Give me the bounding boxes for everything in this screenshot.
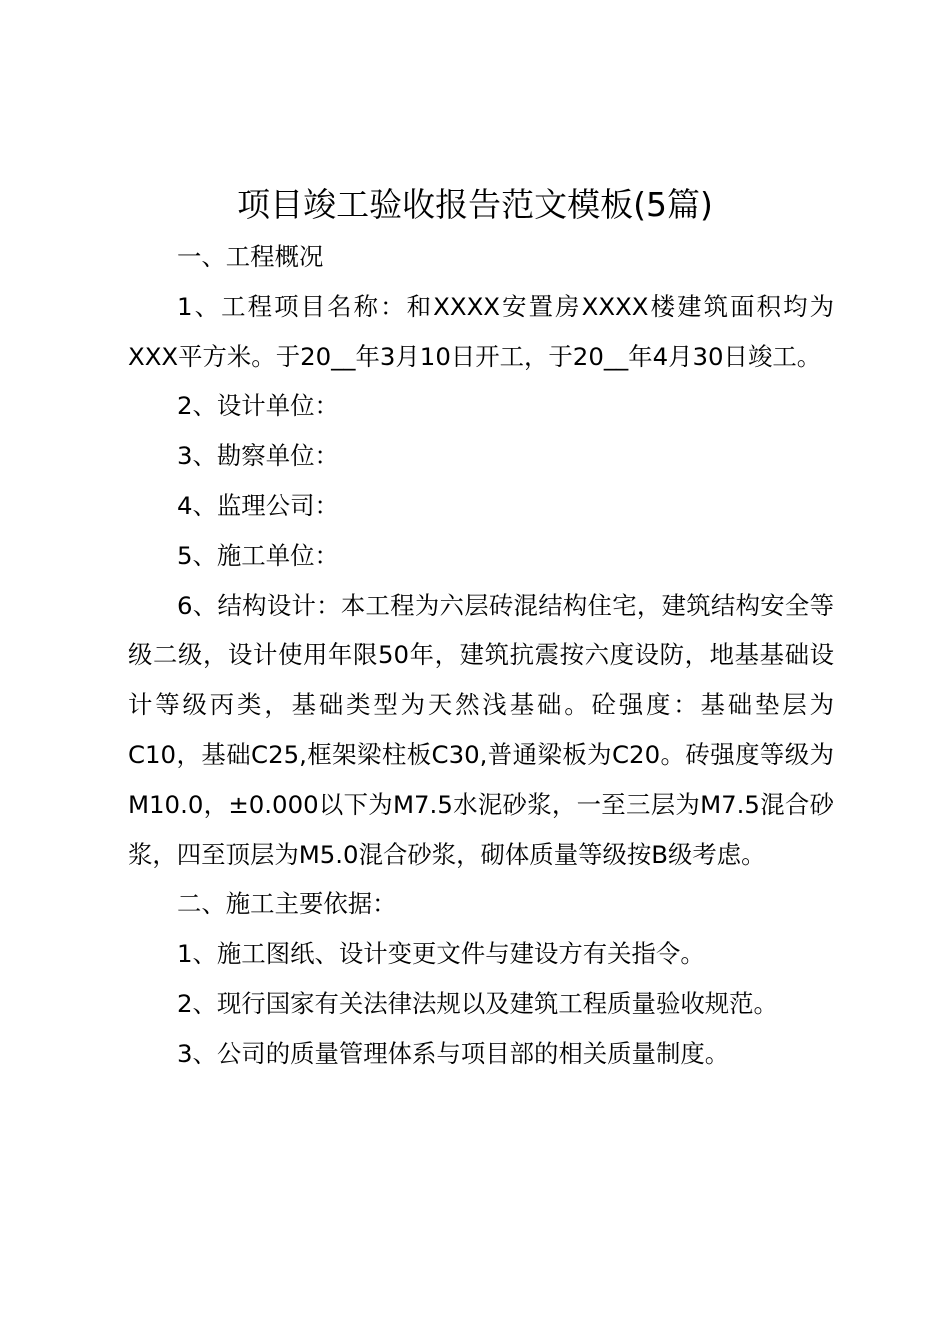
paragraph-basis-quality-system: 3、公司的质量管理体系与项目部的相关质量制度。 — [177, 1038, 730, 1068]
paragraph-basis-regulations: 2、现行国家有关法律法规以及建筑工程质量验收规范。 — [177, 988, 778, 1018]
paragraph-supervision-company: 4、监理公司： — [177, 490, 339, 520]
section-heading-overview: 一、工程概况 — [177, 242, 324, 271]
paragraph-construction-unit: 5、施工单位： — [177, 540, 339, 570]
paragraph-basis-drawings: 1、施工图纸、设计变更文件与建设方有关指令。 — [177, 939, 705, 969]
paragraph-design-unit: 2、设计单位： — [177, 391, 339, 421]
section-heading-construction-basis: 二、施工主要依据： — [177, 889, 397, 919]
paragraph-structural-design: 6、结构设计：本工程为六层砖混结构住宅，建筑结构安全等级二级，设计使用年限50年，建筑抗震按六度设防，地基基础设计等级丙类，基础类型为天然浅基础。砼强度：基础垫层为C10，基础C25,框架梁柱板C30,普通梁板为C20。砖强度等级为M10.0，±0.000以下为M7.5水泥砂浆，一至三层为M7.5混合砂浆，四至顶层为M5.0混合砂浆，砌体质量等级按B级考虑。 — [128, 590, 834, 869]
paragraph-survey-unit: 3、勘察单位： — [177, 441, 339, 471]
document-body — [128, 232, 834, 1079]
paragraph-project-name: 1、工程项目名称：和XXXX安置房XXXX楼建筑面积均为XXX平方米。于20__年3月10日开工，于20__年4月30日竣工。 — [128, 291, 834, 371]
document-title: 项目竣工验收报告范文模板(5篇) — [237, 185, 713, 224]
